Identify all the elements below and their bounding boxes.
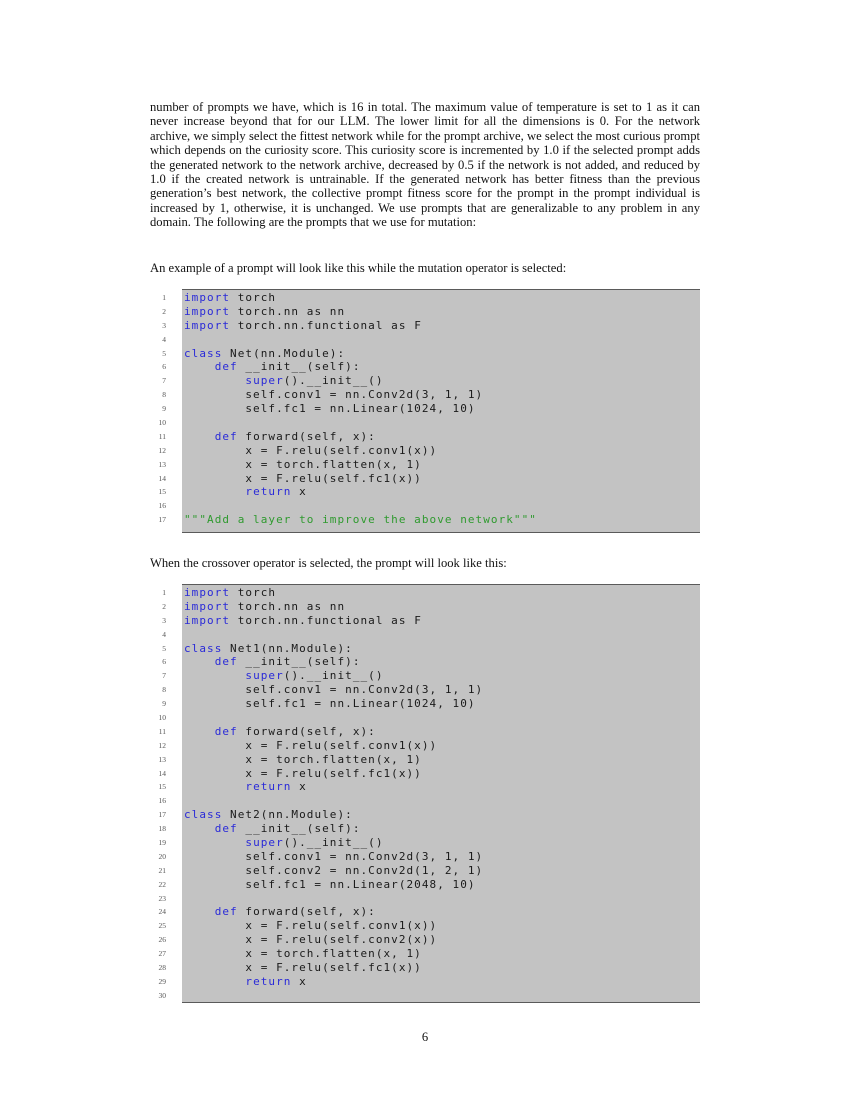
- code-token: __init__(self):: [237, 822, 361, 836]
- code-line: [150, 753, 700, 767]
- line-number: 16: [158, 501, 166, 511]
- code-token: x = torch.flatten(x, 1): [184, 457, 422, 471]
- page-number: 6: [421, 1030, 429, 1044]
- code-text: [184, 444, 437, 458]
- code-token: __init__(self):: [237, 360, 361, 374]
- code-keyword: super: [245, 669, 284, 683]
- line-number: 8: [162, 685, 166, 695]
- code-token: Net2(nn.Module):: [222, 808, 353, 822]
- code-keyword: import: [184, 291, 231, 304]
- line-number: 17: [158, 515, 166, 525]
- code-keyword: def: [214, 360, 238, 374]
- line-number: 8: [162, 390, 166, 400]
- code-token: forward(self, x):: [237, 724, 376, 738]
- code-token: self.conv1 = nn.Conv2d(3, 1, 1): [184, 388, 484, 402]
- code-token: [184, 485, 245, 498]
- line-number: 10: [158, 418, 166, 428]
- code-keyword: import: [184, 599, 231, 613]
- body-paragraph-crossover-example: When the crossover operator is selected, the prompt will look like this:: [150, 556, 507, 570]
- code-line: [150, 374, 700, 388]
- code-token: ().__init__(): [283, 669, 384, 683]
- line-number: 2: [162, 306, 166, 316]
- line-number: 15: [158, 782, 166, 792]
- code-token: [184, 975, 245, 988]
- code-token: [184, 669, 245, 682]
- code-token: x = F.relu(self.conv1(x)): [184, 443, 438, 457]
- code-line: [150, 642, 700, 656]
- code-line: [150, 430, 700, 444]
- code-line: [150, 725, 700, 739]
- code-keyword: def: [214, 822, 238, 836]
- code-token: x: [291, 780, 307, 794]
- code-line: [150, 683, 700, 697]
- code-keyword: return: [245, 780, 292, 794]
- code-text: [184, 586, 276, 600]
- line-number: 11: [158, 431, 166, 441]
- code-keyword: def: [214, 724, 238, 738]
- line-number: 14: [158, 768, 166, 778]
- code-lines: [150, 289, 700, 527]
- code-line: [150, 305, 700, 319]
- code-line: [150, 485, 700, 499]
- code-token: ().__init__(): [283, 836, 384, 850]
- code-token: torch.nn.functional as F: [230, 613, 422, 627]
- line-number: 24: [158, 907, 166, 917]
- code-line: [150, 975, 700, 989]
- code-text: [184, 767, 422, 781]
- code-token: x = torch.flatten(x, 1): [184, 752, 422, 766]
- code-text: [184, 402, 476, 416]
- code-line: [150, 794, 700, 808]
- code-text: [184, 919, 437, 933]
- line-number: 1: [162, 588, 166, 597]
- code-line: [150, 739, 700, 753]
- code-token: ().__init__(): [283, 374, 384, 388]
- code-line: [150, 919, 700, 933]
- code-token: self.fc1 = nn.Linear(1024, 10): [184, 697, 476, 711]
- line-number: 12: [158, 740, 166, 750]
- code-token: torch: [230, 291, 277, 304]
- code-line: [150, 360, 700, 374]
- line-number: 19: [158, 838, 166, 848]
- code-line: [150, 836, 700, 850]
- code-text: [184, 485, 307, 499]
- code-token: x = F.relu(self.fc1(x)): [184, 961, 422, 975]
- code-text: [184, 388, 483, 402]
- code-line: [150, 347, 700, 361]
- code-token: torch.nn as nn: [230, 599, 346, 613]
- code-token: [184, 374, 245, 387]
- code-token: x = F.relu(self.conv1(x)): [184, 919, 438, 933]
- code-keyword: import: [184, 318, 231, 332]
- line-number: 13: [158, 459, 166, 469]
- code-keyword: class: [184, 346, 223, 360]
- code-keyword: class: [184, 808, 223, 822]
- code-text: [184, 305, 345, 319]
- line-number: 16: [158, 796, 166, 806]
- code-text: [184, 808, 353, 822]
- code-line: [150, 458, 700, 472]
- code-text: [184, 614, 422, 628]
- code-text: [184, 360, 361, 374]
- code-text: [184, 347, 345, 361]
- code-line: [150, 961, 700, 975]
- code-keyword: import: [184, 304, 231, 318]
- line-number: 13: [158, 754, 166, 764]
- code-token: x = F.relu(self.fc1(x)): [184, 471, 422, 485]
- code-keyword: def: [214, 429, 238, 443]
- code-line: [150, 989, 700, 1003]
- code-token: forward(self, x):: [237, 429, 376, 443]
- line-number: 1: [162, 293, 166, 302]
- code-token: x: [291, 974, 307, 988]
- code-line: [150, 808, 700, 822]
- code-token: [184, 655, 215, 668]
- code-text: [184, 725, 376, 739]
- code-text: [184, 669, 384, 683]
- line-number: 14: [158, 473, 166, 483]
- code-text: [184, 655, 361, 669]
- line-number: 30: [158, 990, 166, 1000]
- line-number: 29: [158, 976, 166, 986]
- code-line: [150, 291, 700, 305]
- code-token: self.conv1 = nn.Conv2d(3, 1, 1): [184, 683, 484, 697]
- code-line: [150, 933, 700, 947]
- code-line: [150, 444, 700, 458]
- code-token: [184, 905, 215, 918]
- body-paragraph-mutation-example: An example of a prompt will look like this while the mutation operator is selected:: [150, 261, 567, 275]
- line-number: 11: [158, 726, 166, 736]
- code-line: [150, 822, 700, 836]
- code-token: torch: [230, 586, 277, 599]
- line-number: 4: [162, 629, 166, 639]
- code-token: [184, 430, 215, 443]
- line-number: 17: [158, 810, 166, 820]
- code-keyword: class: [184, 641, 223, 655]
- code-token: x = F.relu(self.conv2(x)): [184, 933, 438, 947]
- code-line: [150, 388, 700, 402]
- code-keyword: def: [214, 905, 238, 919]
- code-token: torch.nn as nn: [230, 304, 346, 318]
- code-token: __init__(self):: [237, 655, 361, 669]
- code-text: [184, 642, 353, 656]
- line-number: 9: [162, 404, 166, 414]
- code-line: [150, 711, 700, 725]
- line-number: 9: [162, 699, 166, 709]
- line-number: 7: [162, 671, 166, 681]
- code-text: [184, 753, 422, 767]
- code-token: x = torch.flatten(x, 1): [184, 947, 422, 961]
- code-token: [184, 780, 245, 793]
- code-line: [150, 586, 700, 600]
- code-token: Net(nn.Module):: [222, 346, 346, 360]
- line-number: 12: [158, 445, 166, 455]
- code-line: [150, 614, 700, 628]
- code-line: [150, 864, 700, 878]
- code-text: [184, 430, 376, 444]
- line-number: 5: [162, 348, 166, 358]
- code-token: [184, 836, 245, 849]
- line-number: 25: [158, 921, 166, 931]
- code-keyword: import: [184, 613, 231, 627]
- code-text: [184, 975, 307, 989]
- code-line: [150, 416, 700, 430]
- code-listing-crossover: [150, 584, 700, 1003]
- code-line: [150, 947, 700, 961]
- line-number: 23: [158, 893, 166, 903]
- body-paragraph-intro: number of prompts we have, which is 16 in total. The maximum value of temperature is set to 1 as it can never increase beyond that for our LLM. The lower limit for all the dimensions is 0. For the network archive, we simply select the fittest network while for the prompt archive, we select the most curious prompt which depends on the curiosity score. This curiosity score is incremented by 1.0 if the selected prompt adds the generated network to the network archive, decreased by 0.5 if the network is not added, and reduced by 1.0 if the created network is untrainable. If the generated network has better fitness than the previous generation’s best network, the collective prompt fitness score for the prompt in the prompt individual is increased by 1, otherwise, it is unchanged. We use prompts that are generalizable to any problem in any domain. The following are the prompts that we use for mutation:: [150, 100, 700, 230]
- code-text: [184, 961, 422, 975]
- code-text: [184, 472, 422, 486]
- line-number: 3: [162, 320, 166, 330]
- code-line: [150, 905, 700, 919]
- code-line: [150, 472, 700, 486]
- line-number: 22: [158, 879, 166, 889]
- code-token: x = F.relu(self.conv1(x)): [184, 738, 438, 752]
- code-keyword: super: [245, 374, 284, 388]
- line-number: 26: [158, 935, 166, 945]
- code-text: [184, 933, 437, 947]
- code-token: [184, 822, 215, 835]
- line-number: 27: [158, 949, 166, 959]
- code-text: [184, 683, 483, 697]
- code-line: [150, 878, 700, 892]
- line-number: 6: [162, 657, 166, 667]
- code-text: [184, 905, 376, 919]
- code-line: [150, 333, 700, 347]
- code-line: [150, 850, 700, 864]
- code-line: [150, 697, 700, 711]
- code-keyword: import: [184, 586, 231, 599]
- code-token: torch.nn.functional as F: [230, 318, 422, 332]
- code-listing-mutation: [150, 289, 700, 533]
- code-token: [184, 360, 215, 373]
- code-line: [150, 499, 700, 513]
- line-number: 15: [158, 487, 166, 497]
- line-number: 6: [162, 362, 166, 372]
- code-keyword: def: [214, 655, 238, 669]
- code-line: [150, 767, 700, 781]
- line-number: 28: [158, 963, 166, 973]
- code-token: self.fc1 = nn.Linear(1024, 10): [184, 402, 476, 416]
- line-number: 3: [162, 615, 166, 625]
- code-token: forward(self, x):: [237, 905, 376, 919]
- code-line: [150, 513, 700, 527]
- line-number: 4: [162, 334, 166, 344]
- code-text: [184, 864, 483, 878]
- code-token: self.conv1 = nn.Conv2d(3, 1, 1): [184, 849, 484, 863]
- line-number: 5: [162, 643, 166, 653]
- line-number: 10: [158, 713, 166, 723]
- code-keyword: super: [245, 836, 284, 850]
- code-text: [184, 291, 276, 305]
- code-line: [150, 402, 700, 416]
- line-number: 18: [158, 824, 166, 834]
- code-line: [150, 892, 700, 906]
- code-text: [184, 850, 483, 864]
- code-text: [184, 878, 476, 892]
- code-lines: [150, 584, 700, 1003]
- code-line: [150, 319, 700, 333]
- code-text: [184, 836, 384, 850]
- code-line: [150, 600, 700, 614]
- code-line: [150, 669, 700, 683]
- code-text: [184, 780, 307, 794]
- code-line: [150, 780, 700, 794]
- line-number: 7: [162, 376, 166, 386]
- line-number: 21: [158, 865, 166, 875]
- code-text: [184, 697, 476, 711]
- code-line: [150, 655, 700, 669]
- code-text: [184, 739, 437, 753]
- code-token: Net1(nn.Module):: [222, 641, 353, 655]
- code-token: self.fc1 = nn.Linear(2048, 10): [184, 877, 476, 891]
- line-number: 2: [162, 601, 166, 611]
- code-token: [184, 725, 215, 738]
- code-string: """Add a layer to improve the above network""": [184, 513, 537, 527]
- code-text: [184, 947, 422, 961]
- code-text: [184, 374, 384, 388]
- code-token: x: [291, 485, 307, 499]
- code-keyword: return: [245, 485, 292, 499]
- code-text: [184, 513, 537, 527]
- code-token: x = F.relu(self.fc1(x)): [184, 766, 422, 780]
- code-text: [184, 458, 422, 472]
- code-text: [184, 600, 345, 614]
- code-text: [184, 822, 361, 836]
- code-token: self.conv2 = nn.Conv2d(1, 2, 1): [184, 863, 484, 877]
- code-keyword: return: [245, 974, 292, 988]
- code-text: [184, 319, 422, 333]
- code-line: [150, 628, 700, 642]
- line-number: 20: [158, 851, 166, 861]
